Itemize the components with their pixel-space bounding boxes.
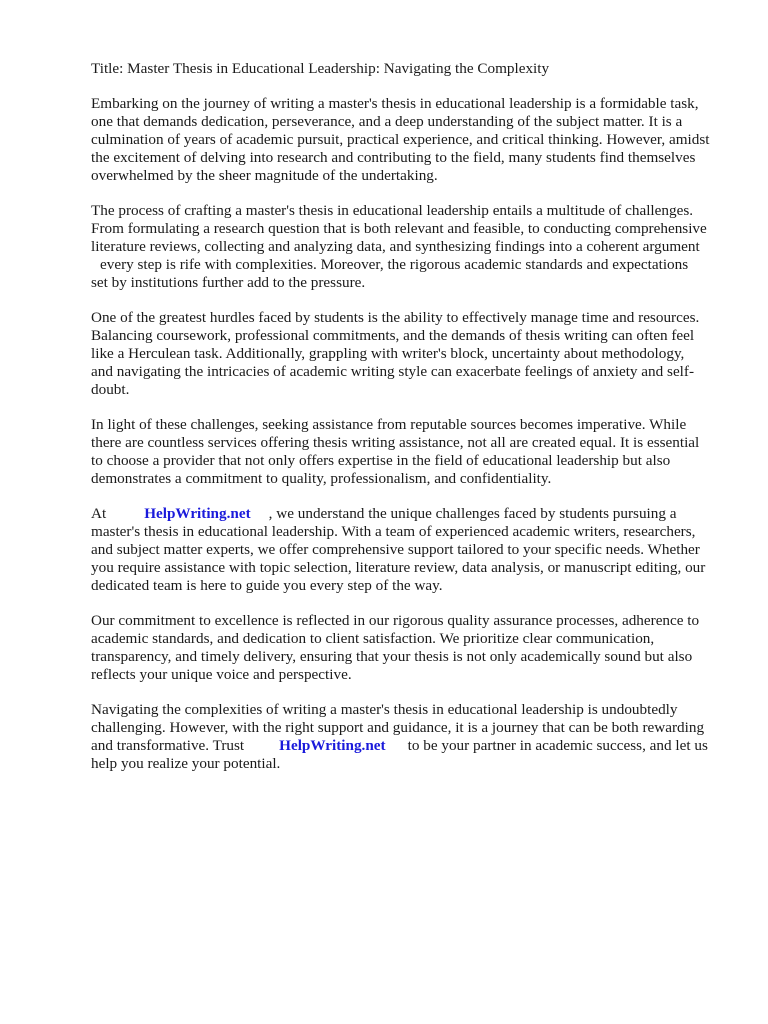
text-line: culmination of years of academic pursuit, practical experience, and critical thinking. However, amidst	[91, 131, 710, 148]
text-lead: and transformative. Trust	[91, 737, 245, 754]
text-line: challenging. However, with the right support and guidance, it is a journey that can be both rewarding	[91, 719, 705, 736]
text-line: Balancing coursework, professional commitments, and the demands of thesis writing can often feel	[91, 327, 695, 344]
text-line: there are countless services offering thesis writing assistance, not all are created equal. It is essential	[91, 434, 700, 451]
text-line: Embarking on the journey of writing a master's thesis in educational leadership is a formidable task,	[91, 95, 699, 112]
text-line: doubt.	[91, 381, 130, 398]
text-line: and subject matter experts, we offer comprehensive support tailored to your specific needs. Whether	[91, 541, 700, 558]
text-line: The process of crafting a master's thesis in educational leadership entails a multitude of challenges.	[91, 202, 694, 219]
text-line: the excitement of delving into research and contributing to the field, many students find themselves	[91, 149, 696, 166]
helpwriting-link[interactable]: HelpWriting.net	[279, 737, 386, 754]
text-line: literature reviews, collecting and analyzing data, and synthesizing findings into a coherent argument	[91, 238, 700, 255]
paragraph-intro	[91, 95, 731, 185]
text-line	[91, 737, 731, 755]
text-line: every step is rife with complexities. Moreover, the rigorous academic standards and expectations	[100, 256, 689, 273]
text-line: reflects your unique voice and perspective.	[91, 666, 352, 683]
text-line: From formulating a research question that is both relevant and feasible, to conducting comprehensive	[91, 220, 707, 237]
text-line: like a Herculean task. Additionally, grappling with writer's block, uncertainty about methodology,	[91, 345, 685, 362]
text-line: academic standards, and dedication to client satisfaction. We prioritize clear communication,	[91, 630, 655, 647]
text-line: In light of these challenges, seeking assistance from reputable sources becomes imperative. While	[91, 416, 687, 433]
text-line: Navigating the complexities of writing a master's thesis in educational leadership is undoubtedly	[91, 701, 678, 718]
text-line: and navigating the intricacies of academic writing style can exacerbate feelings of anxiety and self-	[91, 363, 695, 380]
text-line: set by institutions further add to the pressure.	[91, 274, 366, 291]
text-line: one that demands dedication, perseverance, and a deep understanding of the subject matter. It is a	[91, 113, 683, 130]
paragraph-assistance	[91, 416, 731, 488]
paragraph-process	[91, 202, 731, 292]
text-line: overwhelmed by the sheer magnitude of the undertaking.	[91, 167, 438, 184]
text-line	[91, 505, 731, 523]
helpwriting-link[interactable]: HelpWriting.net	[144, 505, 251, 522]
paragraph-conclusion	[91, 701, 731, 773]
document-page	[91, 60, 731, 790]
text-line: you require assistance with topic selection, literature review, data analysis, or manuscript editing, our	[91, 559, 706, 576]
text-line: transparency, and timely delivery, ensuring that your thesis is not only academically sound but also	[91, 648, 693, 665]
text-lead: At	[91, 505, 107, 522]
paragraph-commitment	[91, 612, 731, 684]
text-line: One of the greatest hurdles faced by students is the ability to effectively manage time and resources.	[91, 309, 700, 326]
text-line: demonstrates a commitment to quality, professionalism, and confidentiality.	[91, 470, 552, 487]
text-line: help you realize your potential.	[91, 755, 281, 772]
text-line: to choose a provider that not only offers expertise in the field of educational leadership but also	[91, 452, 671, 469]
paragraph-hurdles	[91, 309, 731, 399]
text-line: master's thesis in educational leadership. With a team of experienced academic writers, researchers,	[91, 523, 696, 540]
text-line: Our commitment to excellence is reflected in our rigorous quality assurance processes, adherence to	[91, 612, 700, 629]
paragraph-service	[91, 505, 731, 595]
text-after-link: , we understand the unique challenges faced by students pursuing a	[268, 505, 677, 522]
document-title: Title: Master Thesis in Educational Leadership: Navigating the Complexity	[91, 60, 550, 77]
text-after-link: to be your partner in academic success, and let us	[407, 737, 708, 754]
text-line: dedicated team is here to guide you every step of the way.	[91, 577, 443, 594]
